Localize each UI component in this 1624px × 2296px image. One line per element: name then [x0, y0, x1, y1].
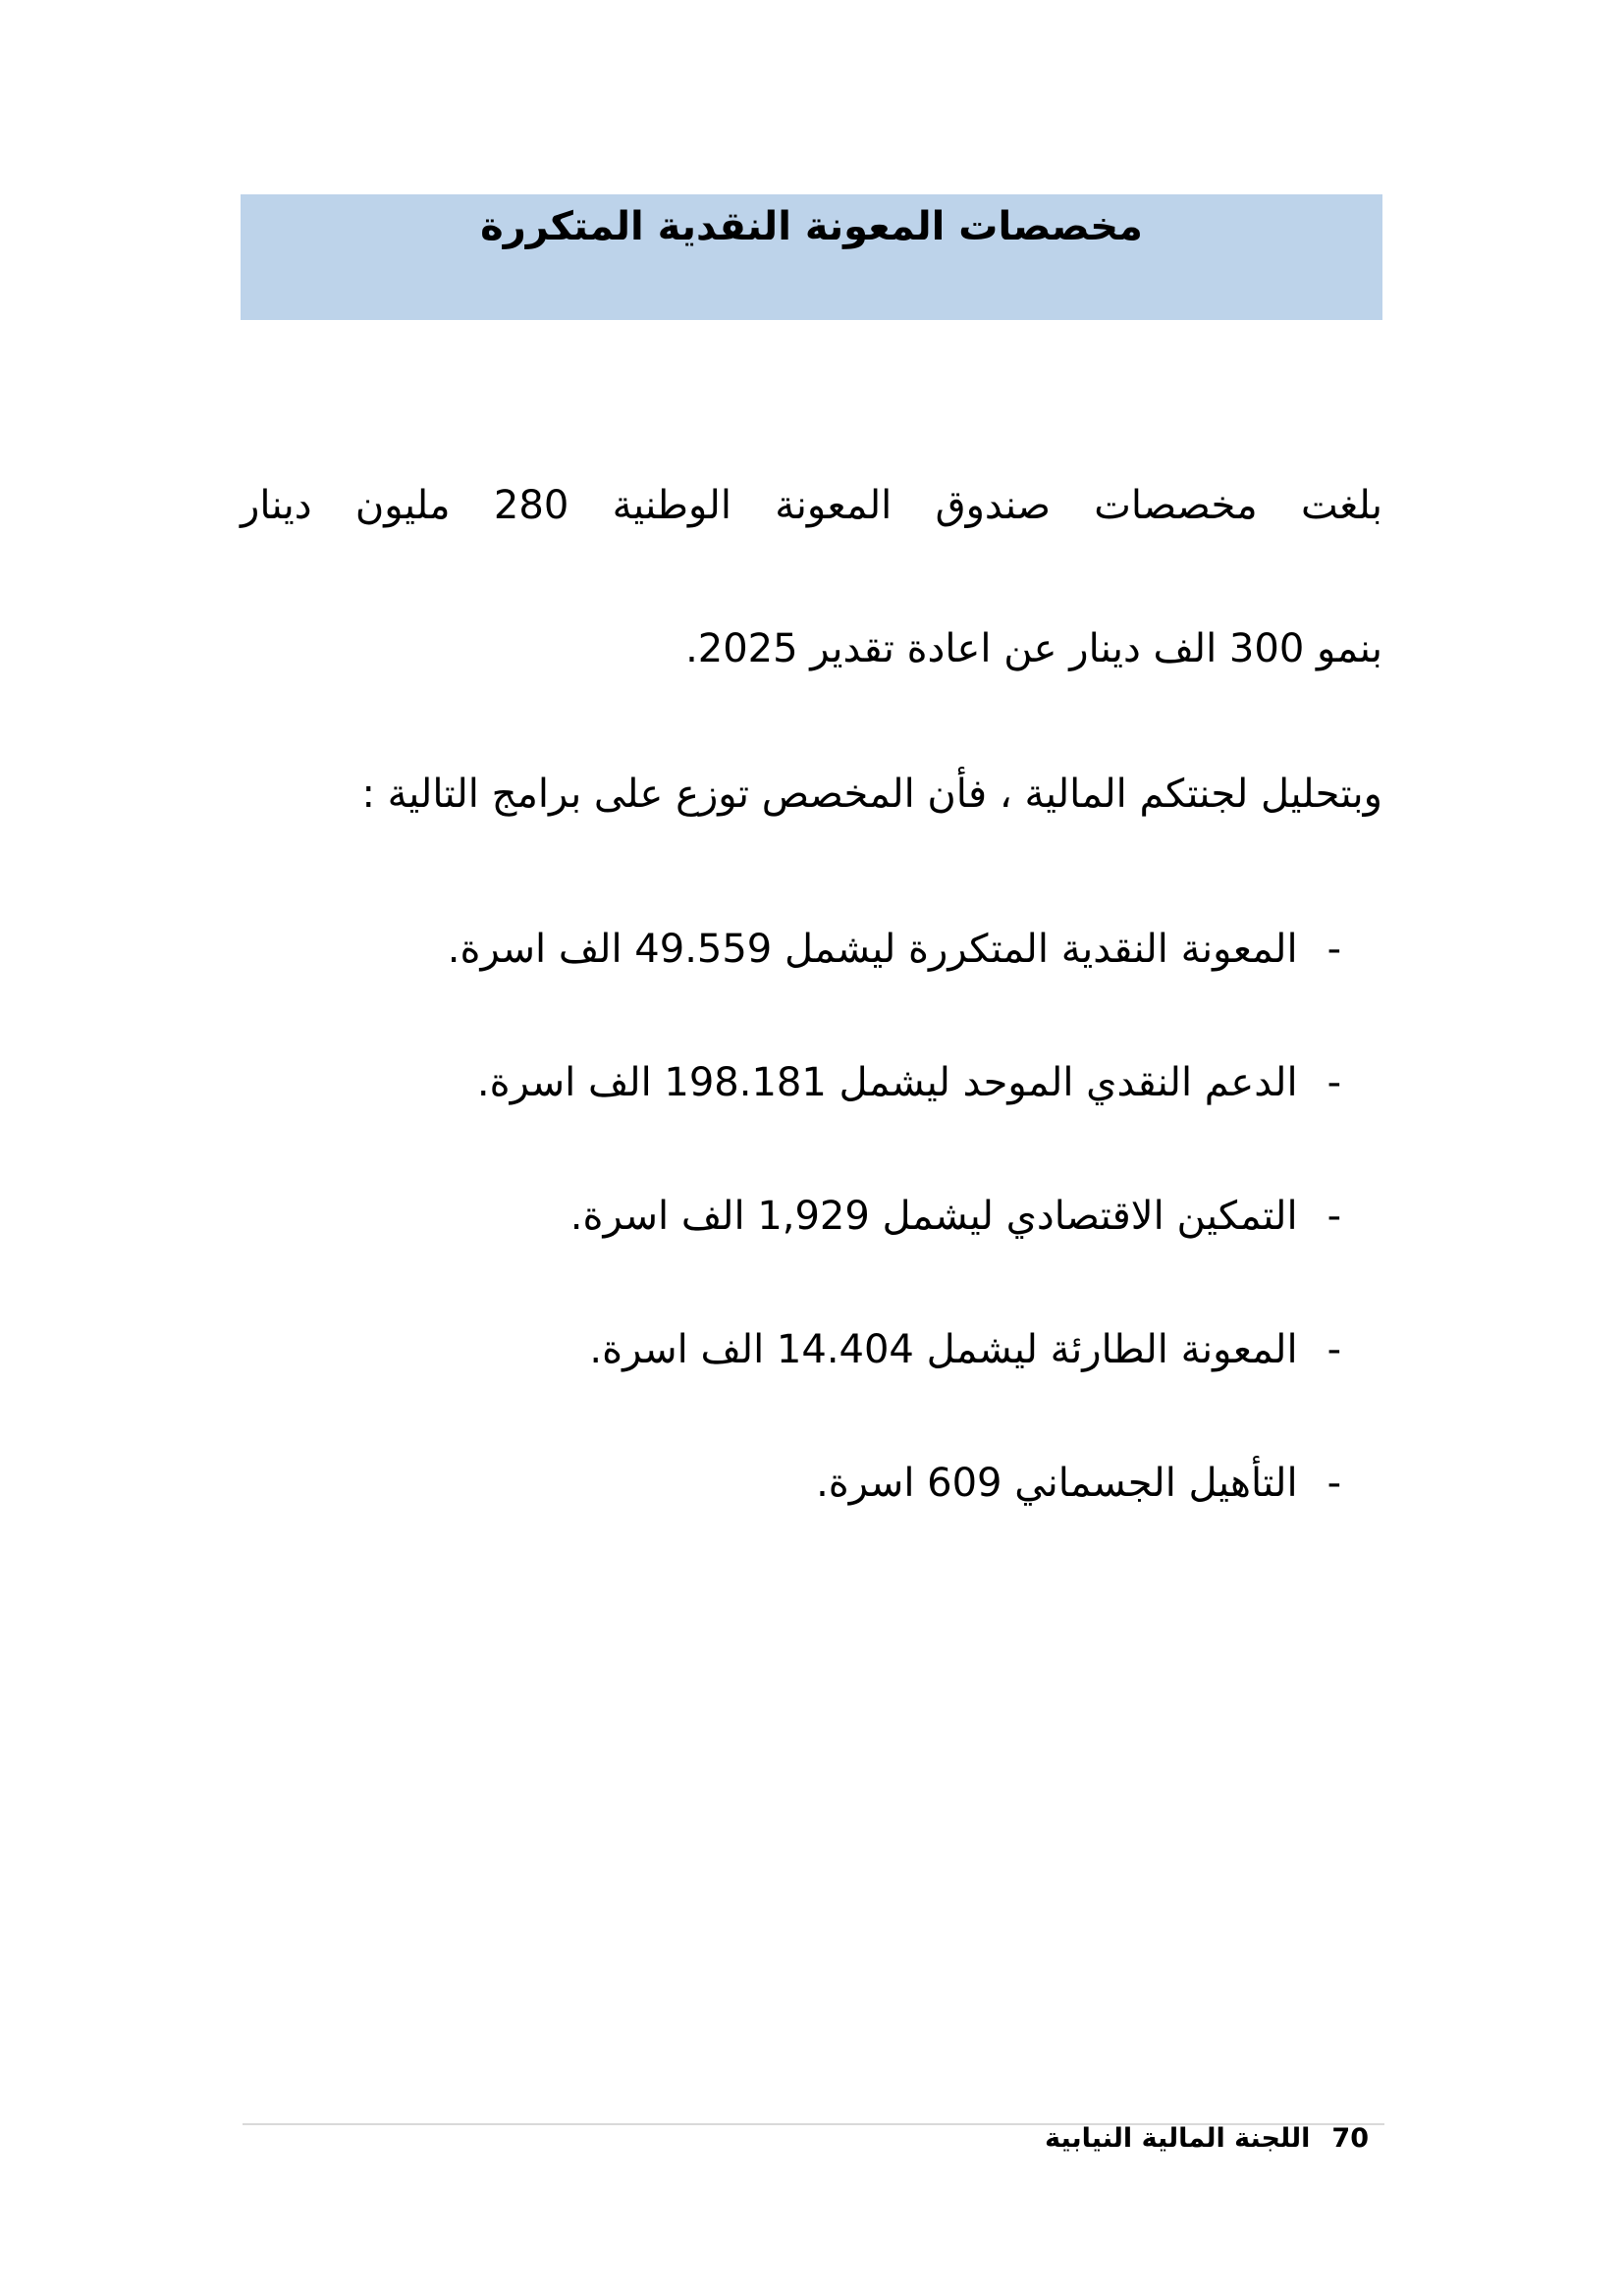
paragraph-2: وبتحليل لجنتكم المالية ، فأن المخصص توزع على برامج التالية : [361, 772, 1382, 817]
bullet-dash: - [1326, 1327, 1341, 1372]
page-number: 70 [1331, 2123, 1369, 2154]
paragraph-1-line-2: بنمو 300 الف دينار عن اعادة تقدير 2025. [685, 626, 1382, 671]
bullet-text: المعونة الطارئة ليشمل 14.404 الف اسرة. [589, 1327, 1298, 1372]
bullet-dash: - [1326, 1461, 1341, 1506]
bullet-text: التمكين الاقتصادي ليشمل 1,929 الف اسرة. [569, 1194, 1298, 1239]
bullet-item-economic-empowerment [241, 1188, 1341, 1245]
section-title: مخصصات المعونة النقدية المتكررة [480, 204, 1143, 249]
footer-label: اللجنة المالية النيابية [1045, 2123, 1311, 2154]
bullet-list [241, 921, 1382, 1512]
page-footer [1045, 2122, 1369, 2156]
bullet-item-recurring-cash-aid [241, 921, 1341, 978]
bullet-item-physical-rehabilitation [241, 1455, 1341, 1512]
section-header-box [241, 194, 1382, 320]
bullet-item-unified-cash-support [241, 1054, 1341, 1111]
bullet-item-emergency-aid [241, 1321, 1341, 1378]
bullet-text: الدعم النقدي الموحد ليشمل 198.181 الف اسرة. [476, 1060, 1298, 1105]
bullet-dash: - [1326, 1194, 1341, 1239]
bullet-text: التأهيل الجسماني 609 اسرة. [816, 1461, 1298, 1506]
bullet-dash: - [1326, 1060, 1341, 1105]
bullet-text: المعونة النقدية المتكررة ليشمل 49.559 الف اسرة. [447, 927, 1298, 972]
bullet-dash: - [1326, 927, 1341, 972]
document-content [241, 0, 1382, 1512]
paragraph-1-line-1: بلغت مخصصات صندوق المعونة الوطنية 280 مليون دينار [241, 483, 1382, 528]
